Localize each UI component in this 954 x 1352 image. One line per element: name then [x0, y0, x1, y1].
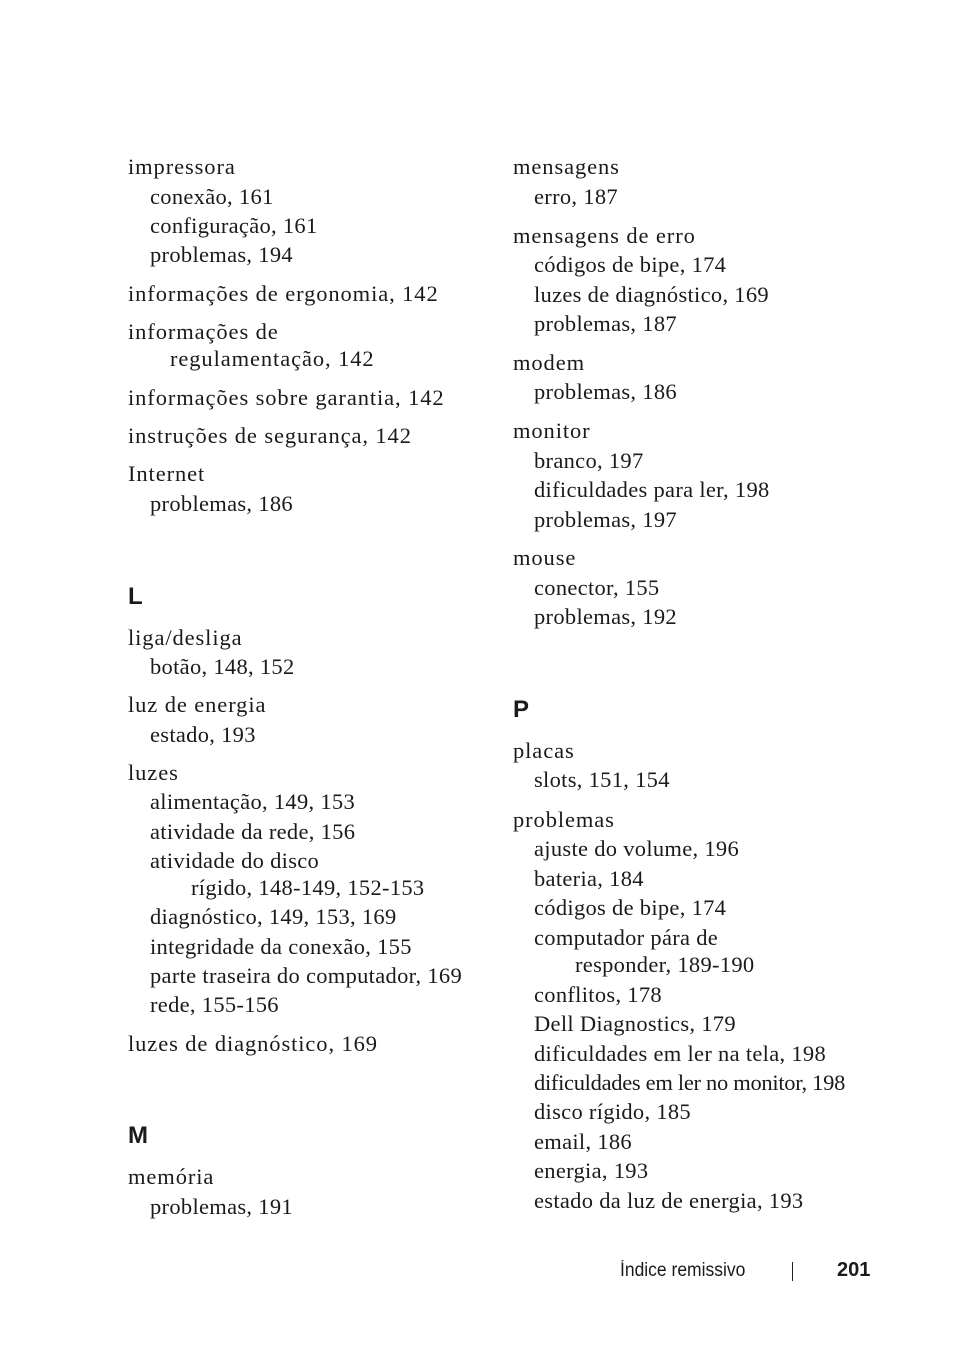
index-subentry: slots, 151, 154: [534, 767, 670, 792]
index-entry: liga/desliga: [128, 625, 243, 650]
index-subentry: rede, 155-156: [150, 992, 279, 1017]
index-entry: modem: [513, 350, 585, 375]
index-entry: informações de: [128, 319, 279, 344]
index-subentry: parte traseira do computador, 169: [150, 963, 463, 988]
index-entry: problemas: [513, 807, 615, 832]
index-subentry: botão, 148, 152: [150, 654, 295, 679]
index-subentry: integridade da conexão, 155: [150, 934, 412, 959]
index-entry: memória: [128, 1164, 215, 1189]
index-subentry: problemas, 187: [534, 311, 677, 336]
index-subentry: atividade da rede, 156: [150, 819, 356, 844]
index-subentry-continuation: rígido, 148-149, 152-153: [191, 875, 425, 900]
index-subentry: problemas, 186: [534, 379, 677, 404]
index-entry: Internet: [128, 461, 206, 486]
index-entry: monitor: [513, 418, 591, 443]
index-entry: luz de energia: [128, 692, 267, 717]
index-subentry: problemas, 186: [150, 491, 293, 516]
index-subentry: conector, 155: [534, 575, 660, 600]
index-subentry: luzes de diagnóstico, 169: [534, 282, 769, 307]
index-subentry: problemas, 192: [534, 604, 677, 629]
index-subentry: diagnóstico, 149, 153, 169: [150, 904, 397, 929]
footer-divider: [792, 1262, 793, 1281]
index-subentry: alimentação, 149, 153: [150, 789, 355, 814]
index-subentry-continuation: responder, 189-190: [575, 952, 755, 977]
index-entry: luzes: [128, 760, 179, 785]
index-entry: instruções de segurança, 142: [128, 423, 412, 448]
index-entry: mensagens: [513, 154, 620, 179]
index-subentry: bateria, 184: [534, 866, 644, 891]
index-subentry: branco, 197: [534, 448, 644, 473]
index-subentry: disco rígido, 185: [534, 1099, 691, 1124]
page-number: 201: [837, 1259, 871, 1281]
index-entry: informações sobre garantia, 142: [128, 385, 445, 410]
index-subentry: erro, 187: [534, 184, 618, 209]
index-entry: placas: [513, 738, 575, 763]
index-subentry: problemas, 197: [534, 507, 677, 532]
index-entry: mensagens de erro: [513, 223, 696, 248]
index-subentry: estado da luz de energia, 193: [534, 1188, 804, 1213]
section-heading-m: M: [128, 1122, 148, 1149]
index-entry: impressora: [128, 154, 236, 179]
index-subentry: códigos de bipe, 174: [534, 895, 727, 920]
index-subentry: dificuldades para ler, 198: [534, 477, 770, 502]
index-subentry: estado, 193: [150, 722, 256, 747]
index-subentry: configuração, 161: [150, 213, 318, 238]
index-subentry: conexão, 161: [150, 184, 274, 209]
index-subentry: energia, 193: [534, 1158, 649, 1183]
index-subentry: email, 186: [534, 1129, 632, 1154]
index-entry: informações de ergonomia, 142: [128, 281, 439, 306]
index-subentry: computador pára de: [534, 925, 719, 950]
section-heading-p: P: [513, 696, 530, 723]
index-subentry: atividade do disco: [150, 848, 320, 873]
index-subentry: ajuste do volume, 196: [534, 836, 740, 861]
index-entry: mouse: [513, 545, 577, 570]
index-subentry: códigos de bipe, 174: [534, 252, 727, 277]
index-subentry: problemas, 194: [150, 242, 293, 267]
index-subentry: problemas, 191: [150, 1194, 293, 1219]
section-heading-l: L: [128, 583, 143, 610]
index-subentry: Dell Diagnostics, 179: [534, 1011, 736, 1036]
index-entry: luzes de diagnóstico, 169: [128, 1031, 378, 1056]
footer-section-title: Índice remissivo: [620, 1260, 746, 1281]
index-subentry: dificuldades em ler na tela, 198: [534, 1041, 826, 1066]
index-subentry: conflitos, 178: [534, 982, 662, 1007]
index-subentry: dificuldades em ler no monitor, 198: [534, 1070, 846, 1095]
index-entry-continuation: regulamentação, 142: [170, 346, 375, 371]
